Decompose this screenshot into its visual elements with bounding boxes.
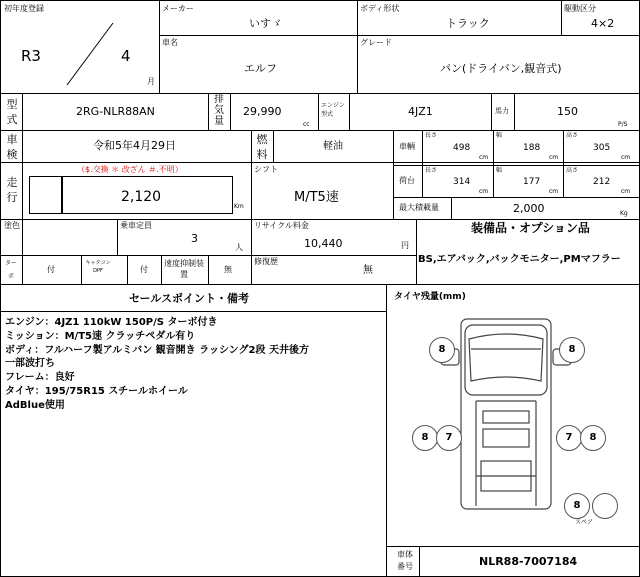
grid-line xyxy=(318,93,319,130)
grid-line xyxy=(1,93,639,94)
grid-line xyxy=(416,219,417,284)
grid-line xyxy=(419,546,420,576)
grid-line xyxy=(1,130,639,131)
grid-line xyxy=(22,93,23,284)
grade-label: グレード xyxy=(360,38,392,47)
cm-unit: cm xyxy=(549,154,559,161)
turbo-value: 付 xyxy=(47,265,55,274)
tire-front-left: 8 xyxy=(429,337,455,363)
turbo-label: ターボ xyxy=(5,260,18,280)
cargo-width-label: 幅 xyxy=(496,167,503,174)
max-load-label: 最大積載量 xyxy=(399,203,439,212)
vehicle-dimensions-label: 車輌 xyxy=(399,142,415,151)
grid-line xyxy=(1,162,639,163)
engine-model-value: 4JZ1 xyxy=(408,105,433,118)
vehicle-width-value: 188 xyxy=(523,143,541,153)
equipment-title: 装備品・オプション品 xyxy=(471,221,590,235)
tire-rear-right-inner: 7 xyxy=(556,425,582,451)
grid-line xyxy=(273,130,274,162)
grid-line xyxy=(251,219,252,284)
body-shape-label: ボディ形状 xyxy=(360,4,400,13)
fuel-value: 軽油 xyxy=(323,141,343,152)
horsepower-unit: P/S xyxy=(618,121,628,128)
tire-front-right: 8 xyxy=(559,337,585,363)
equipment-list: BS,エアバック,バックモニター,PMマフラー xyxy=(418,254,621,265)
cargo-height-label: 高さ xyxy=(566,167,579,174)
tire-rear-left-outer: 8 xyxy=(412,425,438,451)
grid-line xyxy=(386,284,387,576)
model-label: 型式 xyxy=(6,98,18,126)
grid-line xyxy=(117,219,118,255)
vehicle-width-label: 幅 xyxy=(496,132,503,139)
inspection-label: 車検 xyxy=(6,133,18,161)
sales-point-line: エンジン：4JZ1 110kW 150P/S ターボ付き xyxy=(5,317,218,328)
repair-history-label: 修復歴 xyxy=(254,257,278,266)
fuel-label: 燃料 xyxy=(256,133,268,161)
cargo-dimensions-label: 荷台 xyxy=(399,176,415,185)
body-shape-value: トラック xyxy=(446,17,490,30)
grid-line xyxy=(393,165,639,166)
cargo-width-value: 177 xyxy=(523,177,541,187)
tire-rear-right-outer: 8 xyxy=(580,425,606,451)
grid-line xyxy=(159,1,160,93)
tire-spare-outline xyxy=(592,493,618,519)
vehicle-height-value: 305 xyxy=(593,143,611,153)
model-value: 2RG-NLR88AN xyxy=(76,105,155,118)
cm-unit: cm xyxy=(549,188,559,195)
sales-point-line: ミッション：M/T5速 クラッチペダル有り xyxy=(5,330,196,342)
cm-unit: cm xyxy=(621,154,631,161)
grid-line xyxy=(357,1,358,93)
horsepower-label: 馬力 xyxy=(495,107,509,115)
vehicle-length-label: 長さ xyxy=(425,132,438,139)
grid-line xyxy=(1,284,639,285)
grid-line xyxy=(563,130,564,197)
grid-line xyxy=(451,197,452,219)
odometer-value: 2,120 xyxy=(121,189,162,205)
registration-year: R3 xyxy=(21,47,41,65)
registration-month: 4 xyxy=(121,47,131,65)
grid-line xyxy=(230,93,231,130)
cm-unit: cm xyxy=(621,188,631,195)
seats-label: 乗車定員 xyxy=(120,221,152,230)
cargo-height-value: 212 xyxy=(593,177,611,187)
inspection-date: 令和5年4月29日 xyxy=(93,139,176,152)
chassis-number-value: NLR88-7007184 xyxy=(479,555,578,568)
seats-value: 3 xyxy=(191,232,198,245)
recycle-fee-label: リサイクル料金 xyxy=(254,221,309,230)
displacement-unit: cc xyxy=(303,121,310,128)
mileage-status-legend: （$.交換 ＊ 改ざん ＃.不明） xyxy=(77,165,183,174)
speed-limiter-value: 無 xyxy=(224,265,232,274)
grid-line xyxy=(349,93,350,130)
recycle-fee-value: 10,440 xyxy=(304,237,343,250)
grid-line xyxy=(208,93,209,130)
grid-line xyxy=(493,130,494,197)
car-name-label: 車名 xyxy=(162,38,178,47)
mileage-label: 走行 xyxy=(6,176,18,204)
grid-line xyxy=(491,93,492,130)
vehicle-length-value: 498 xyxy=(453,143,471,153)
grid-line xyxy=(393,130,394,219)
spare-label: スペア xyxy=(575,519,594,526)
month-unit: 月 xyxy=(147,77,155,86)
displacement-value: 29,990 xyxy=(243,105,282,118)
displacement-label: 排気量 xyxy=(214,94,224,127)
cm-unit: cm xyxy=(479,154,489,161)
horsepower-value: 150 xyxy=(557,105,578,118)
shift-value: M/T5速 xyxy=(294,190,339,205)
grid-line xyxy=(386,546,639,547)
odometer-unit: Km xyxy=(234,203,244,210)
grid-line xyxy=(208,255,209,284)
grid-line xyxy=(81,255,82,284)
sales-points-title: セールスポイント・備考 xyxy=(129,292,250,305)
speed-limiter-label: 速度抑制装置 xyxy=(164,259,204,279)
sales-point-line: AdBlue使用 xyxy=(5,399,65,411)
sales-points-list xyxy=(5,316,385,413)
tire-rear-left-inner: 7 xyxy=(436,425,462,451)
grid-line xyxy=(393,197,639,198)
grid-line xyxy=(127,255,128,284)
cargo-length-value: 314 xyxy=(453,177,471,187)
max-load-unit: Kg xyxy=(620,210,628,217)
sales-point-line: フレーム：良好 xyxy=(5,372,75,384)
grid-line xyxy=(161,255,162,284)
chassis-number-label: 車体番号 xyxy=(397,550,413,571)
grid-line xyxy=(514,93,515,130)
engine-model-label: エンジン型式 xyxy=(321,102,345,118)
cm-unit: cm xyxy=(479,188,489,195)
year-month-divider xyxy=(61,19,121,89)
catalyst-value: 付 xyxy=(140,265,148,274)
tire-spare: 8 xyxy=(564,493,590,519)
repair-history-value: 無 xyxy=(363,265,373,276)
color-label: 塗色 xyxy=(4,221,20,230)
maker-value: いすゞ xyxy=(249,17,282,30)
catalyst-label: キャタコンDPF xyxy=(85,260,111,274)
grid-line xyxy=(422,130,423,197)
tire-remaining-title: タイヤ残量(mm) xyxy=(394,292,466,302)
cargo-length-label: 長さ xyxy=(425,167,438,174)
car-name-value: エルフ xyxy=(244,62,277,75)
drive-label: 駆動区分 xyxy=(564,4,596,13)
sales-point-line: ボディ：フルハーフ製アルミバン 観音開き ラッシング2段 天井後方 xyxy=(5,344,309,356)
shift-label: シフト xyxy=(254,165,278,174)
grid-line xyxy=(1,311,386,312)
grid-line xyxy=(1,219,639,220)
drive-value: 4×2 xyxy=(591,17,615,30)
recycle-fee-unit: 円 xyxy=(401,241,409,250)
sales-point-line: 一部波打ち xyxy=(5,358,55,370)
grid-line xyxy=(251,130,252,219)
grade-value: パン(ドライバン,観音式) xyxy=(440,62,562,75)
maker-label: メーカー xyxy=(162,4,194,13)
first-registration-label: 初年度登録 xyxy=(4,4,44,13)
grid-line xyxy=(561,1,562,35)
grid-line xyxy=(159,35,639,36)
vehicle-height-label: 高さ xyxy=(566,132,579,139)
sales-point-line: タイヤ：195/75R15 スチールホイール xyxy=(5,385,188,397)
max-load-value: 2,000 xyxy=(513,202,545,215)
seats-unit: 人 xyxy=(235,243,243,252)
mileage-status-box xyxy=(29,176,63,214)
